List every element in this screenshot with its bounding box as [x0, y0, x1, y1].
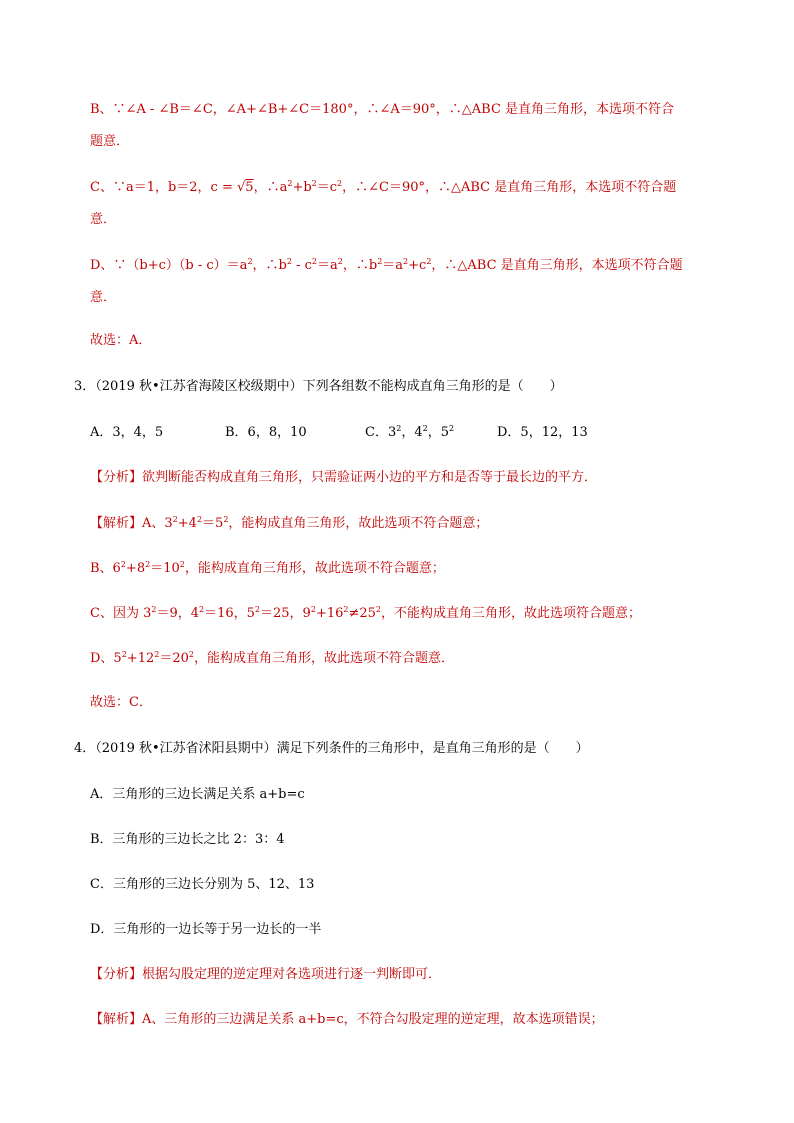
solution-tag: 【解析】 [90, 1012, 143, 1027]
q4-analysis: 【分析】根据勾股定理的逆定理对各选项进行逐一判断即可． [90, 967, 442, 982]
q3-option-a: A．3，4，5 [90, 425, 164, 440]
q3-solution-b: B、$6^2+8^2=10^2$，能构成直角三角形，故此选项不符合题意； [90, 560, 445, 576]
q3-solution-a: 【解析】A、$3^2+4^2=5^2$，能构成直角三角形，故此选项不符合题意； [90, 515, 489, 531]
question-4-stem: 4．（2019 秋•江苏省沭阳县期中）满足下列条件的三角形中，是直角三角形的是（ ） [74, 741, 589, 756]
q4-option-d: D．三角形的一边长等于另一边长的一半 [90, 922, 322, 937]
option-c-solution-line2: 意． [90, 212, 117, 227]
question-3-stem: 3．（2019 秋•江苏省海陵区校级期中）下列各组数不能构成直角三角形的是（ ） [74, 379, 563, 394]
answer-line: 故选：A． [90, 333, 152, 348]
q4-solution-a: 【解析】A、三角形的三边满足关系 a+b=c，不符合勾股定理的逆定理，故本选项错误； [90, 1012, 604, 1027]
option-d-solution-line2: 意． [90, 290, 117, 305]
analysis-tag: 【分析】 [90, 470, 143, 485]
q4-option-b: B．三角形的三边长之比 2：3：4 [90, 832, 285, 847]
q4-option-a: A．三角形的三边长满足关系 a+b=c [90, 787, 305, 802]
q3-option-b: B．6，8，10 [225, 425, 307, 440]
q3-solution-d: D、$5^2+12^2=20^2$，能构成直角三角形，故此选项不符合题意． [90, 650, 454, 666]
q3-analysis: 【分析】欲判断能否构成直角三角形，只需验证两小边的平方和是否等于最长边的平方． [90, 470, 598, 485]
solution-tag: 【解析】 [90, 516, 143, 531]
q3-answer: 故选：C． [90, 695, 152, 710]
option-c-solution-line1: C、∵a＝1，b＝2，c = √5，$\therefore a^2+b^2=c^2$，∴∠C＝90°，∴△ABC 是直角三角形，本选项不符合题 [90, 179, 677, 195]
option-b-solution-line1: B、∵∠A - ∠B＝∠C，∠A+∠B+∠C＝180°，∴∠A＝90°，∴△ABC 是直角三角形，本选项不符合 [90, 102, 675, 117]
analysis-tag: 【分析】 [90, 967, 143, 982]
option-d-solution-line1: D、∵（b+c）（b - $c)=a^2$，$\therefore b^2 - c^2=a^2$，$\therefore b^2=a^2+c^2$，∴△ABC 是直角三角形，本选项不符合题 [90, 257, 683, 273]
q3-solution-c: C、因为 $3^2=9$，$4^2=16$，$5^2=25$，$9^2+16^2\ne 25^2$，不能构成直角三角形，故此选项符合题意； [90, 605, 642, 621]
q3-option-d: D．5，12，13 [497, 425, 588, 440]
q4-option-c: C．三角形的三边长分别为 5、12、13 [90, 877, 315, 892]
option-b-solution-line2: 题意． [90, 134, 130, 149]
q3-option-c: C．$3^2$，$4^2$，$5^2$ [365, 424, 455, 440]
